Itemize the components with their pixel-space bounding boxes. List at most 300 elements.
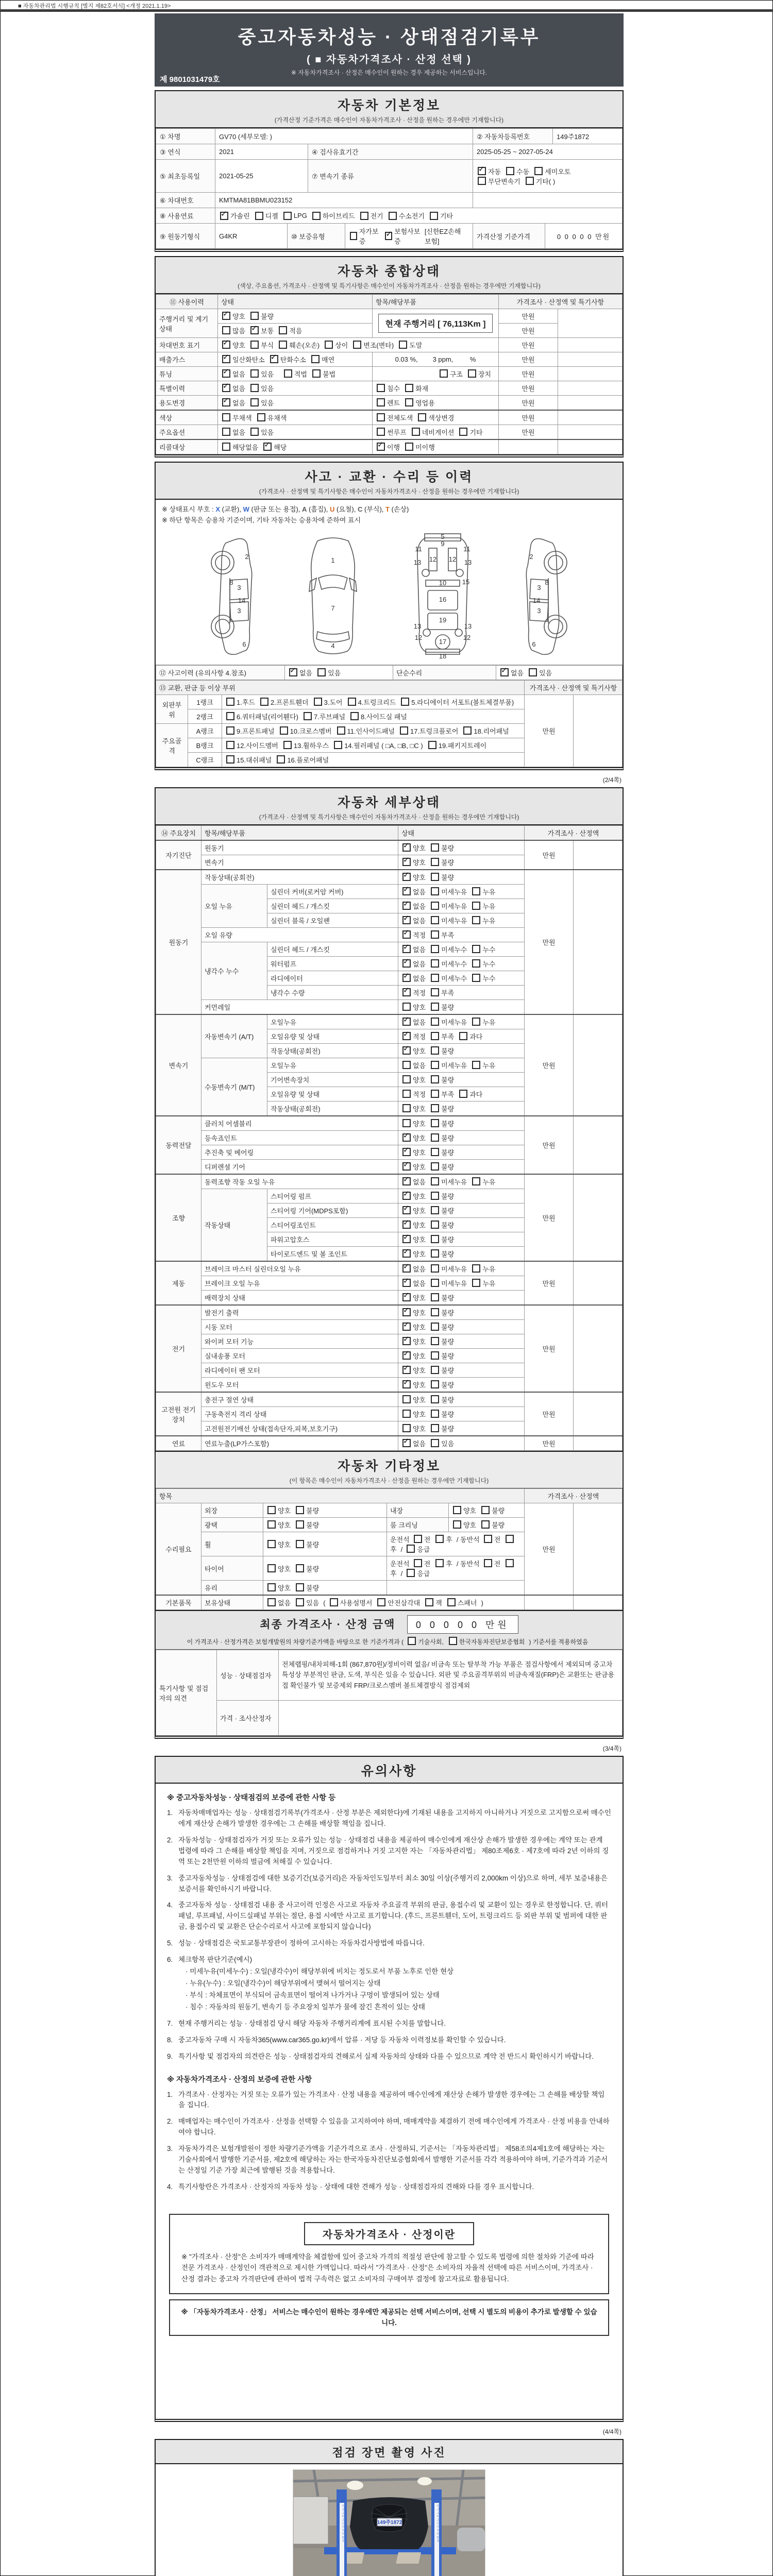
checkbox-checked[interactable] <box>402 1323 411 1331</box>
checkbox-unchecked[interactable] <box>250 369 259 378</box>
item-state-checks[interactable] <box>263 1518 387 1532</box>
checkbox-unchecked[interactable] <box>453 1506 461 1514</box>
checkbox-unchecked[interactable] <box>304 712 312 720</box>
checkbox-checked[interactable] <box>377 443 385 451</box>
checkbox-unchecked[interactable] <box>435 1559 444 1567</box>
checkbox-unchecked[interactable] <box>283 212 292 220</box>
checkbox-unchecked[interactable] <box>431 1308 439 1316</box>
checkbox-unchecked[interactable] <box>277 755 285 764</box>
rank-part-checks[interactable] <box>222 695 525 709</box>
checkbox-unchecked[interactable] <box>330 1598 338 1606</box>
checkbox-checked[interactable] <box>402 1162 411 1171</box>
checkbox-checked[interactable] <box>222 355 230 363</box>
checkbox-unchecked[interactable] <box>250 398 259 406</box>
checkbox-unchecked[interactable] <box>506 167 514 175</box>
item-state-checks[interactable] <box>398 855 525 870</box>
checkbox-unchecked[interactable] <box>431 887 439 895</box>
checkbox-unchecked[interactable] <box>431 988 439 996</box>
checkbox-unchecked[interactable] <box>296 1564 304 1572</box>
item-state-checks[interactable] <box>398 1058 525 1073</box>
checkbox-unchecked[interactable] <box>428 741 436 749</box>
color-checks[interactable] <box>218 410 373 425</box>
checkbox-checked[interactable] <box>222 384 230 392</box>
checkbox-unchecked[interactable] <box>412 428 420 436</box>
checkbox-unchecked[interactable] <box>459 1090 467 1098</box>
checkbox-checked[interactable] <box>402 1351 411 1360</box>
checkbox-unchecked[interactable] <box>402 1104 411 1112</box>
row-label: 튜닝 <box>156 367 218 381</box>
checkbox-unchecked[interactable] <box>431 1410 439 1418</box>
rank-part-checks[interactable] <box>222 753 525 767</box>
checkbox-unchecked[interactable] <box>472 1018 480 1026</box>
checkbox-unchecked[interactable] <box>377 428 385 436</box>
color-kind-checks[interactable] <box>373 410 499 425</box>
checkbox-unchecked[interactable] <box>431 1104 439 1112</box>
checkbox-checked[interactable] <box>402 1235 411 1243</box>
item-state-checks[interactable] <box>398 1261 525 1276</box>
checkbox-unchecked[interactable] <box>440 369 448 378</box>
rank-part-checks[interactable] <box>222 724 525 738</box>
checkbox-unchecked[interactable] <box>250 428 259 436</box>
checkbox-checked[interactable] <box>402 873 411 881</box>
item-state-checks[interactable] <box>398 1232 525 1247</box>
checkbox-unchecked[interactable] <box>402 1003 411 1011</box>
checkbox-unchecked[interactable] <box>506 1535 514 1543</box>
checkbox-unchecked[interactable] <box>405 384 413 392</box>
checkbox-unchecked[interactable] <box>431 1046 439 1055</box>
checkbox-unchecked[interactable] <box>431 873 439 881</box>
checkbox-unchecked[interactable] <box>431 1192 439 1200</box>
note-number: 6. <box>167 1956 173 1964</box>
checkbox-label: 양호 <box>278 1521 291 1529</box>
checkbox-unchecked[interactable] <box>431 902 439 910</box>
item-state-checks[interactable] <box>398 1073 525 1087</box>
checkbox-checked[interactable] <box>402 974 411 982</box>
checkbox-unchecked[interactable] <box>431 916 439 924</box>
checkbox-unchecked[interactable] <box>484 1535 492 1543</box>
checkbox-unchecked[interactable] <box>399 341 407 349</box>
checkbox-unchecked[interactable] <box>267 1583 276 1591</box>
checkbox-unchecked[interactable] <box>431 1264 439 1273</box>
checkbox-unchecked[interactable] <box>463 726 472 735</box>
accident-history-checks[interactable] <box>285 666 393 680</box>
checkbox-unchecked[interactable] <box>312 369 321 378</box>
checkbox-unchecked[interactable] <box>472 1177 480 1185</box>
item-label: 오일유량 및 상태 <box>267 1087 398 1101</box>
checkbox-unchecked[interactable] <box>260 698 268 706</box>
section-title: 자동차 세부상태 <box>338 795 441 810</box>
options-kind-checks[interactable] <box>373 425 499 440</box>
checkbox-unchecked[interactable] <box>431 1206 439 1214</box>
checkbox-checked[interactable] <box>402 916 411 924</box>
checkbox-checked[interactable] <box>289 668 297 676</box>
checkbox-unchecked[interactable] <box>334 741 342 749</box>
checkbox-unchecked[interactable] <box>407 1569 415 1577</box>
checkbox-unchecked[interactable] <box>431 1279 439 1287</box>
fuel-type-checks[interactable] <box>215 208 623 224</box>
checkbox-unchecked[interactable] <box>296 1583 304 1591</box>
checkbox-checked[interactable] <box>402 1032 411 1040</box>
checkbox-unchecked[interactable] <box>418 413 426 421</box>
checkbox-unchecked[interactable] <box>431 1133 439 1142</box>
item-state-checks[interactable] <box>398 1131 525 1145</box>
checkbox-unchecked[interactable] <box>431 1090 439 1098</box>
checkbox-unchecked[interactable] <box>226 698 234 706</box>
checkbox-unchecked[interactable] <box>431 1337 439 1345</box>
tuning-kind-checks[interactable] <box>373 367 499 381</box>
checkbox-unchecked[interactable] <box>431 959 439 968</box>
checkbox-unchecked[interactable] <box>472 1279 480 1287</box>
item-state-checks[interactable] <box>398 1334 525 1349</box>
item-state-checks[interactable] <box>398 1160 525 1175</box>
checkbox-unchecked[interactable] <box>284 369 292 378</box>
checkbox-unchecked[interactable] <box>431 1162 439 1171</box>
checkbox-checked[interactable] <box>402 1192 411 1200</box>
item-state-checks[interactable] <box>398 1189 525 1204</box>
checkbox-unchecked[interactable] <box>431 1424 439 1432</box>
tuning-checks[interactable] <box>218 367 373 381</box>
checkbox-unchecked[interactable] <box>377 384 385 392</box>
checkbox-unchecked[interactable] <box>377 398 385 406</box>
checkbox-unchecked[interactable] <box>402 1090 411 1098</box>
checkbox-unchecked[interactable] <box>431 1323 439 1331</box>
checkbox-unchecked[interactable] <box>402 1410 411 1418</box>
item-state-checks[interactable] <box>398 1436 525 1451</box>
checkbox-checked[interactable] <box>500 668 509 676</box>
checkbox-checked[interactable] <box>402 1177 411 1185</box>
item-state-checks[interactable] <box>398 1407 525 1421</box>
item-state-checks[interactable] <box>263 1595 525 1610</box>
checkbox-checked[interactable] <box>402 1148 411 1156</box>
emission-checks[interactable] <box>218 352 373 367</box>
item-state-checks[interactable] <box>398 1087 525 1101</box>
vin-marking-checks[interactable] <box>218 338 499 352</box>
checkbox-checked[interactable] <box>402 887 411 895</box>
checkbox-unchecked[interactable] <box>529 668 537 676</box>
checkbox-unchecked[interactable] <box>431 945 439 953</box>
checkbox-unchecked[interactable] <box>222 428 230 436</box>
item-state-checks[interactable] <box>449 1518 525 1532</box>
rank-part-checks[interactable] <box>222 709 525 724</box>
checkbox-unchecked[interactable] <box>414 1559 422 1567</box>
item-state-checks[interactable] <box>398 1349 525 1363</box>
checkbox-unchecked[interactable] <box>402 1424 411 1432</box>
checkbox-unchecked[interactable] <box>431 1032 439 1040</box>
item-state-checks[interactable] <box>398 913 525 928</box>
item-state-checks[interactable] <box>398 870 525 885</box>
status-code-legend: ※ 상태표시 부호 : X (교환), W (판금 또는 용접), A (흠집), U (요철), C (부식), T (손상) <box>162 505 409 513</box>
item-extra-checks[interactable] <box>387 1556 525 1581</box>
rank-part-checks[interactable] <box>222 738 525 753</box>
checkbox-unchecked[interactable] <box>484 1559 492 1567</box>
checkbox-unchecked[interactable] <box>481 1520 490 1529</box>
checkbox-unchecked[interactable] <box>431 930 439 939</box>
checkbox-checked[interactable] <box>402 1279 411 1287</box>
checkbox-unchecked[interactable] <box>472 1061 480 1069</box>
checkbox-unchecked[interactable] <box>250 312 259 320</box>
item-state-checks[interactable] <box>398 1305 525 1320</box>
item-state-checks[interactable] <box>398 1218 525 1232</box>
checkbox-checked[interactable] <box>402 858 411 866</box>
checkbox-unchecked[interactable] <box>222 413 230 421</box>
simple-repair-checks[interactable] <box>496 666 623 680</box>
checkbox-unchecked[interactable] <box>226 755 234 764</box>
checkbox-checked[interactable] <box>402 843 411 852</box>
item-state-checks[interactable] <box>398 1247 525 1262</box>
item-state-checks[interactable] <box>398 1392 525 1407</box>
checkbox-unchecked[interactable] <box>431 1221 439 1229</box>
checkbox-unchecked[interactable] <box>472 902 480 910</box>
checkbox-unchecked[interactable] <box>226 712 234 720</box>
recall-done-checks[interactable] <box>373 439 499 454</box>
item-state-checks[interactable] <box>398 1363 525 1378</box>
checkbox-unchecked[interactable] <box>481 1506 490 1514</box>
item-state-checks[interactable] <box>398 1204 525 1218</box>
checkbox-unchecked[interactable] <box>431 1075 439 1083</box>
checkbox-unchecked[interactable] <box>472 887 480 895</box>
item-state-checks[interactable] <box>398 1014 525 1029</box>
item-state-checks[interactable] <box>263 1503 387 1518</box>
item-state-checks[interactable] <box>263 1556 387 1581</box>
item-state-checks[interactable] <box>449 1503 525 1518</box>
checkbox-unchecked[interactable] <box>431 1061 439 1069</box>
checkbox-unchecked[interactable] <box>283 741 292 749</box>
checkbox-unchecked[interactable] <box>431 1235 439 1243</box>
checkbox-checked[interactable] <box>402 1308 411 1316</box>
item-state-checks[interactable] <box>398 1276 525 1291</box>
checkbox-checked[interactable] <box>402 1293 411 1301</box>
checkbox-unchecked[interactable] <box>250 384 259 392</box>
checkbox-unchecked[interactable] <box>431 1395 439 1403</box>
checkbox-unchecked[interactable] <box>296 1506 304 1514</box>
checkbox-unchecked[interactable] <box>279 326 287 334</box>
item-state-checks[interactable] <box>398 899 525 913</box>
checkbox-unchecked[interactable] <box>425 1598 433 1606</box>
checkbox-unchecked[interactable] <box>431 1018 439 1026</box>
checkbox-checked[interactable] <box>402 959 411 968</box>
status-code: T <box>385 505 390 513</box>
item-state-checks[interactable] <box>398 1320 525 1334</box>
checkbox-checked[interactable] <box>402 1018 411 1026</box>
checkbox-unchecked[interactable] <box>311 355 320 363</box>
checkbox-checked[interactable] <box>402 1206 411 1214</box>
checkbox-unchecked[interactable] <box>401 698 409 706</box>
checkbox-unchecked[interactable] <box>257 413 265 421</box>
checkbox-unchecked[interactable] <box>267 1540 276 1548</box>
checkbox-checked[interactable] <box>478 167 486 175</box>
checkbox-unchecked[interactable] <box>312 212 321 220</box>
item-state-checks[interactable] <box>398 1000 525 1015</box>
item-state-checks[interactable] <box>263 1581 387 1596</box>
item-state-checks[interactable] <box>398 1378 525 1393</box>
checkbox-unchecked[interactable] <box>405 398 413 406</box>
checkbox-checked[interactable] <box>402 1439 411 1447</box>
checkbox-unchecked[interactable] <box>325 341 333 349</box>
checkbox-checked[interactable] <box>385 232 392 240</box>
item-state-checks[interactable] <box>398 928 525 942</box>
checkbox-checked[interactable] <box>402 1046 411 1055</box>
item-state-checks[interactable] <box>398 971 525 986</box>
checkbox-unchecked[interactable] <box>431 1177 439 1185</box>
checkbox-unchecked[interactable] <box>296 1598 304 1606</box>
checkbox-checked[interactable] <box>222 312 230 320</box>
item-state-checks[interactable] <box>398 1145 525 1160</box>
checkbox-label: 양호 <box>413 1338 426 1346</box>
checkbox-label: 불량 <box>441 1134 455 1142</box>
checkbox-checked[interactable] <box>263 443 272 451</box>
checkbox-unchecked[interactable] <box>431 1439 439 1447</box>
checkbox-unchecked[interactable] <box>350 712 359 720</box>
checkbox-checked[interactable] <box>222 341 230 349</box>
item-state-checks[interactable] <box>398 1421 525 1436</box>
checkbox-checked[interactable] <box>402 1337 411 1345</box>
checkbox-unchecked[interactable] <box>408 1637 416 1645</box>
checkbox-unchecked[interactable] <box>472 974 480 982</box>
checkbox-unchecked[interactable] <box>267 1564 276 1572</box>
checkbox-unchecked[interactable] <box>255 212 263 220</box>
checkbox-checked[interactable] <box>402 1264 411 1273</box>
checkbox-unchecked[interactable] <box>402 1061 411 1069</box>
checkbox-unchecked[interactable] <box>431 974 439 982</box>
checkbox-checked[interactable] <box>402 988 411 996</box>
item-state-checks[interactable] <box>398 1029 525 1044</box>
checkbox-checked[interactable] <box>402 1380 411 1388</box>
price-cell: 만원 <box>499 396 558 411</box>
checkbox-unchecked[interactable] <box>431 1351 439 1360</box>
checkbox-unchecked[interactable] <box>280 726 288 735</box>
checkbox-unchecked[interactable] <box>431 858 439 866</box>
checkbox-unchecked[interactable] <box>431 1148 439 1156</box>
checkbox-group[interactable] <box>477 176 559 186</box>
item-state-checks[interactable] <box>398 1116 525 1131</box>
checkbox-checked[interactable] <box>402 1221 411 1229</box>
item-state-checks[interactable] <box>398 1174 525 1189</box>
checkbox-unchecked[interactable] <box>267 1520 276 1529</box>
item-state-checks[interactable] <box>398 840 525 855</box>
item-extra-checks[interactable] <box>387 1532 525 1556</box>
checkbox-unchecked[interactable] <box>402 1075 411 1083</box>
checkbox-unchecked[interactable] <box>407 1545 415 1553</box>
checkbox-unchecked[interactable] <box>405 443 413 451</box>
checkbox-unchecked[interactable] <box>279 341 287 349</box>
checkbox-unchecked[interactable] <box>414 1535 422 1543</box>
mileage-amount-checks[interactable] <box>218 324 373 338</box>
checkbox-unchecked[interactable] <box>267 1506 276 1514</box>
checkbox-unchecked[interactable] <box>389 212 397 220</box>
special-kind-checks[interactable] <box>373 381 499 396</box>
checkbox-unchecked[interactable] <box>526 177 534 185</box>
checkbox-unchecked[interactable] <box>534 167 543 175</box>
item-state-checks[interactable] <box>398 986 525 1000</box>
row-label: 차대번호 표기 <box>156 338 218 352</box>
checkbox-unchecked[interactable] <box>402 1119 411 1127</box>
warranty-type-checks[interactable] <box>345 224 473 249</box>
checkbox-unchecked[interactable] <box>250 341 259 349</box>
checkbox-unchecked[interactable] <box>222 443 230 451</box>
checkbox-unchecked[interactable] <box>435 1535 444 1543</box>
recall-checks[interactable] <box>218 439 373 454</box>
options-checks[interactable] <box>218 425 373 440</box>
checkbox-unchecked[interactable] <box>472 916 480 924</box>
checkbox-unchecked[interactable] <box>472 959 480 968</box>
item-state-checks[interactable] <box>398 885 525 899</box>
item-state-checks[interactable] <box>398 942 525 957</box>
checkbox-unchecked[interactable] <box>337 726 345 735</box>
checkbox-unchecked[interactable] <box>350 232 357 240</box>
checkbox-label: 15.대쉬패널 <box>237 756 272 764</box>
checkbox-unchecked[interactable] <box>453 1520 461 1529</box>
mileage-status-checks[interactable] <box>218 309 373 324</box>
checkbox-unchecked[interactable] <box>459 428 467 436</box>
checkbox-unchecked[interactable] <box>377 413 385 421</box>
checkbox-checked[interactable] <box>220 212 228 220</box>
checkbox-unchecked[interactable] <box>472 1264 480 1273</box>
checkbox-unchecked[interactable] <box>296 1540 304 1548</box>
checkbox-unchecked[interactable] <box>222 326 230 334</box>
rank-price-header: 가격조사 · 산정액 및 특기사항 <box>525 681 623 695</box>
checkbox-checked[interactable] <box>402 1249 411 1258</box>
checkbox-label: 17.트렁크플로어 <box>410 727 459 735</box>
checkbox-checked[interactable] <box>402 930 411 939</box>
checkbox-unchecked[interactable] <box>360 212 368 220</box>
checkbox-unchecked[interactable] <box>431 1380 439 1388</box>
checkbox-unchecked[interactable] <box>226 741 234 749</box>
checkbox-checked[interactable] <box>402 902 411 910</box>
checkbox-unchecked[interactable] <box>431 1119 439 1127</box>
checkbox-unchecked[interactable] <box>317 668 326 676</box>
checkbox-group[interactable] <box>477 166 575 176</box>
checkbox-unchecked[interactable] <box>296 1520 304 1529</box>
checkbox-unchecked[interactable] <box>478 177 486 185</box>
item-state-checks[interactable] <box>398 1101 525 1116</box>
checkbox-unchecked[interactable] <box>226 726 234 735</box>
checkbox-unchecked[interactable] <box>431 1249 439 1258</box>
usage-change-checks[interactable] <box>218 396 373 411</box>
checkbox-checked[interactable] <box>270 355 278 363</box>
checkbox-unchecked[interactable] <box>348 698 356 706</box>
checkbox-unchecked[interactable] <box>431 1293 439 1301</box>
checkbox-checked[interactable] <box>402 1366 411 1374</box>
checkbox-checked[interactable] <box>250 326 259 334</box>
checkbox-unchecked[interactable] <box>506 1559 514 1567</box>
checkbox-unchecked[interactable] <box>468 369 476 378</box>
checkbox-checked[interactable] <box>402 945 411 953</box>
checkbox-unchecked[interactable] <box>430 212 438 220</box>
item-state-checks[interactable] <box>398 957 525 971</box>
checkbox-checked[interactable] <box>222 398 230 406</box>
checkbox-unchecked[interactable] <box>402 1395 411 1403</box>
checkbox-unchecked[interactable] <box>314 698 322 706</box>
checkbox-unchecked[interactable] <box>431 1003 439 1011</box>
checkbox-unchecked[interactable] <box>431 1366 439 1374</box>
usage-kind-checks[interactable] <box>373 396 499 411</box>
checkbox-unchecked[interactable] <box>267 1598 276 1606</box>
checkbox-unchecked[interactable] <box>431 843 439 852</box>
checkbox-unchecked[interactable] <box>472 945 480 953</box>
special-history-checks[interactable] <box>218 381 373 396</box>
checkbox-unchecked[interactable] <box>377 1598 385 1606</box>
checkbox-unchecked[interactable] <box>447 1598 456 1606</box>
checkbox-unchecked[interactable] <box>449 1637 457 1645</box>
item-state-checks[interactable] <box>263 1532 387 1556</box>
checkbox-checked[interactable] <box>222 369 230 378</box>
checkbox-unchecked[interactable] <box>400 726 408 735</box>
checkbox-unchecked[interactable] <box>353 341 361 349</box>
item-state-checks[interactable] <box>398 1291 525 1306</box>
checkbox-checked[interactable] <box>402 1133 411 1142</box>
checkbox-unchecked[interactable] <box>459 1032 467 1040</box>
item-state-checks[interactable] <box>398 1044 525 1058</box>
